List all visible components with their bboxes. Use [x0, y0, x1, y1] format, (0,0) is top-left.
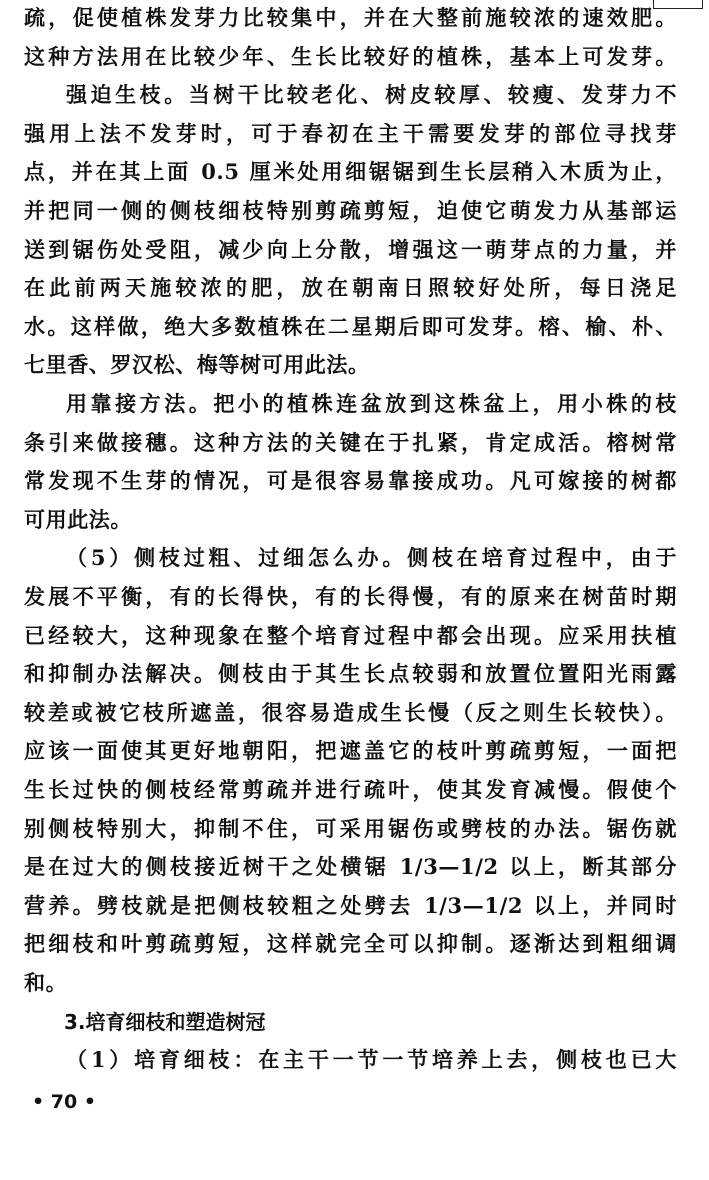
text-line: 把细枝和叶剪疏剪短，这样就完全可以抑制。逐渐达到粗细调	[24, 931, 677, 957]
text-line: 营养。劈枝就是把侧枝较粗之处劈去 1/3—1/2 以上，并同时	[24, 892, 677, 918]
text-line: 水。这样做，绝大多数植株在二星期后即可发芽。榕、榆、朴、	[24, 313, 677, 339]
text-line: 是在过大的侧枝接近树干之处横锯 1/3—1/2 以上，断其部分	[24, 854, 677, 880]
page-number: • 70 •	[32, 1090, 96, 1113]
text-line: 这种方法用在比较少年、生长比较好的植株，基本上可发芽。	[24, 43, 677, 69]
text-line: 和抑制办法解决。侧枝由于其生长点较弱和放置位置阳光雨露	[24, 661, 677, 687]
text-line: 较差或被它枝所遮盖，很容易造成生长慢（反之则生长较快）。	[24, 699, 677, 725]
section-heading: 3.培育细枝和塑造树冠	[64, 1009, 266, 1034]
text-line: 和。	[24, 970, 68, 995]
text-line: 用靠接方法。把小的植株连盆放到这株盆上，用小株的枝	[66, 391, 677, 416]
text-line: 强用上法不发芽时，可于春初在主干需要发芽的部位寻找芽	[24, 120, 677, 146]
text-line: 强迫生枝。当树干比较老化、树皮较厚、较瘦、发芽力不	[66, 82, 677, 108]
text-line-last: （1）培育细枝：在主干一节一节培养上去，侧枝也已大	[66, 1047, 677, 1073]
text-line: 别侧枝特别大，抑制不住，可采用锯伤或劈枝的办法。锯伤就	[24, 815, 677, 841]
text-line: 条引来做接穗。这种方法的关键在于扎紧，肯定成活。榕树常	[24, 429, 677, 455]
text-line: 已经较大，这种现象在整个培育过程中都会出现。应采用扶植	[24, 622, 677, 648]
text-line: 常发现不生芽的情况，可是很容易靠接成功。凡可嫁接的树都	[24, 468, 677, 494]
text-line: 送到锯伤处受阻，减少向上分散，增强这一萌芽点的力量，并	[24, 236, 677, 262]
text-line: 并把同一侧的侧枝细枝特别剪疏剪短，迫使它萌发力从基部运	[24, 198, 677, 223]
text-line: 在此前两天施较浓的肥，放在朝南日照较好处所，每日浇足	[24, 275, 677, 301]
text-line: 点，并在其上面 0.5 厘米处用细锯锯到生长层稍入木质为止，	[24, 159, 677, 185]
text-line: 七里香、罗汉松、梅等树可用此法。	[24, 352, 370, 378]
text-line: 应该一面使其更好地朝阳，把遮盖它的枝叶剪疏剪短，一面把	[24, 738, 677, 764]
text-line: 发展不平衡，有的长得快，有的长得慢，有的原来在树苗时期	[24, 584, 677, 609]
text-line: （5）侧枝过粗、过细怎么办。侧枝在培育过程中，由于	[66, 545, 677, 571]
text-line: 生长过快的侧枝经常剪疏并进行疏叶，使其发育减慢。假使个	[24, 777, 677, 802]
text-line: 疏，促使植株发芽力比较集中，并在大整前施较浓的速效肥。	[24, 5, 677, 30]
text-line: 可用此法。	[24, 506, 132, 532]
